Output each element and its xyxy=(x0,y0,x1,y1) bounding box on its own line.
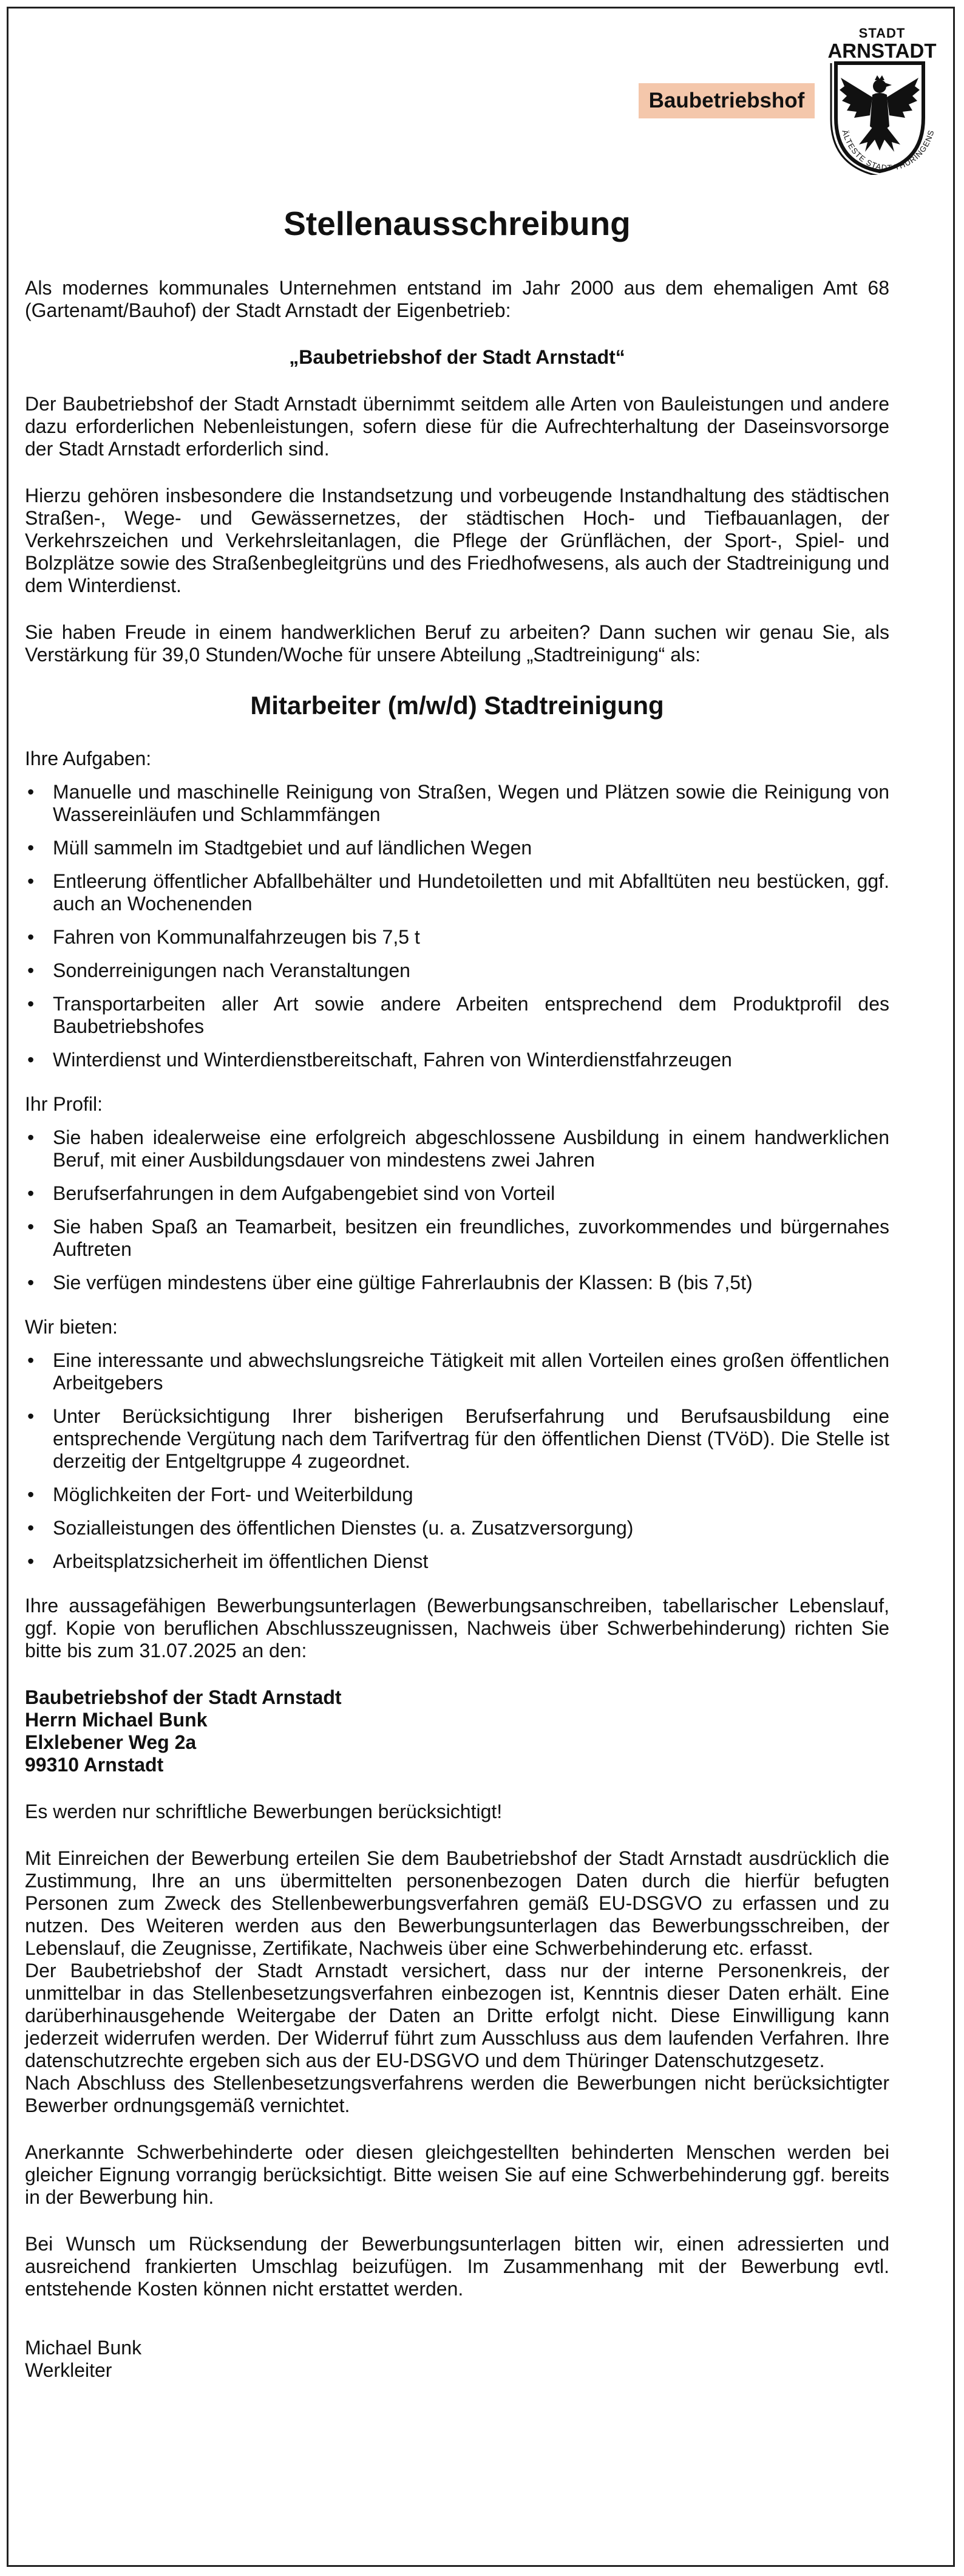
signature-role: Werkleiter xyxy=(25,2359,112,2381)
written-only-note: Es werden nur schriftliche Bewerbungen berücksichtigt! xyxy=(25,1801,503,1822)
address-line: Baubetriebshof der Stadt Arnstadt xyxy=(25,1686,342,1708)
logo-city-name: ARNSTADT xyxy=(827,39,937,62)
list-item: • Transportarbeiten aller Art sowie andere Arbeiten entsprechend dem Produktprofil des Baubetriebshofes xyxy=(25,993,889,1038)
application-instructions: Ihre aussagefähigen Bewerbungsunterlagen (Bewerbungsanschreiben, tabellarischer Lebenslauf, ggf. Kopie von beruflichen Abschlusszeugnissen, Nachweis über Schwerbehinderung) richten Sie bitte bis zum 31.07.2025 an den: xyxy=(25,1595,889,1661)
page-header xyxy=(0,0,964,176)
position-title: Mitarbeiter (m/w/d) Stadtreinigung xyxy=(250,691,664,720)
coat-of-arms-icon xyxy=(816,60,948,175)
intro-paragraph-2: Der Baubetriebshof der Stadt Arnstadt übernimmt seitdem alle Arten von Bauleistungen und andere dazu erforderlichen Nebenleistungen, sofern diese für die Aufrechterhaltung der Daseinsvorsorge der Stadt Arnstadt erforderlich sind. xyxy=(25,393,889,460)
signature-name: Michael Bunk xyxy=(25,2337,142,2359)
document-title: Stellenausschreibung xyxy=(283,205,631,242)
privacy-paragraph-1: Mit Einreichen der Bewerbung erteilen Sie dem Baubetriebshof der Stadt Arnstadt ausdrücklich die Zustimmung, Ihre an uns übermittelten personenbezogen Daten durch die hierfür befugten Personen zum Zweck des Stellenbewerbungsverfahren gemäß EU-DSGVO zu erfassen und zu nutzen. Des Weiteren werden aus den Bewerbungsunterlagen das Bewerbungsschreiben, der Lebenslauf, die Zeugnisse, Zertifikate, Nachweis über eine Schwerbehinderung etc. erfasst. xyxy=(25,1847,889,1959)
address-line: Elxlebener Weg 2a xyxy=(25,1731,197,1753)
intro-paragraph-3: Hierzu gehören insbesondere die Instandsetzung und vorbeugende Instandhaltung des städtischen Straßen-, Wege- und Gewässernetzes, der städtischen Hoch- und Tiefbauanlagen, der Verkehrszeichen und Verkehrsleitanlagen, die Pflege der Grünflächen, der Sport-, Spiel- und Bolzplätze sowie des Straßenbegleitgrüns und des Friedhofwesens, als auch der Stadtreinigung und dem Winterdienst. xyxy=(25,485,889,596)
intro-paragraph-4: Sie haben Freude in einem handwerklichen Beruf zu arbeiten? Dann suchen wir genau Sie, als Verstärkung für 39,0 Stunden/Woche für unsere Abteilung „Stadtreinigung“ als: xyxy=(25,621,889,666)
postal-address xyxy=(25,1686,889,1776)
list-item: • Möglichkeiten der Fort- und Weiterbildung xyxy=(25,1484,889,1506)
privacy-paragraph-3: Nach Abschluss des Stellenbesetzungsverfahrens werden die Bewerbungen nicht berücksichtigter Bewerber ordnungsgemäß vernichtet. xyxy=(25,2072,889,2116)
address-line: 99310 Arnstadt xyxy=(25,1754,164,1776)
tasks-list xyxy=(25,781,889,1071)
privacy-paragraph-2: Der Baubetriebshof der Stadt Arnstadt versichert, dass nur der interne Personenkreis, der unmittelbar in das Stellenbesetzungsverfahren einbezogen ist, Kenntnis dieser Daten erhält. Eine darüberhinausgehende Weitergabe der Daten an Dritte erfolgt nicht. Diese Einwilligung kann jederzeit widerrufen werden. Der Widerruf führt zum Ausschluss aus dem laufenden Verfahren. Ihre datenschutzrechte ergeben sich aus der EU-DSGVO und dem Thüringer Datenschutzgesetz. xyxy=(25,1960,889,2071)
list-item: • Unter Berücksichtigung Ihrer bisherigen Berufserfahrung und Berufsausbildung eine entsprechende Vergütung nach dem Tarifvertrag für den öffentlichen Dienst (TVöD). Die Stelle ist derzeitig der Entgeltgruppe 4 zugeordnet. xyxy=(25,1405,889,1473)
return-note: Bei Wunsch um Rücksendung der Bewerbungsunterlagen bitten wir, einen adressierten und ausreichend frankierten Umschlag beizufügen. Im Zusammenhang mit der Bewerbung evtl. entstehende Kosten können nicht erstattet werden. xyxy=(25,2233,889,2300)
list-item: • Müll sammeln im Stadtgebiet und auf ländlichen Wegen xyxy=(25,837,889,859)
intro-paragraph-1: Als modernes kommunales Unternehmen entstand im Jahr 2000 aus dem ehemaligen Amt 68 (Gartenamt/Bauhof) der Stadt Arnstadt der Eigenbetrieb: xyxy=(25,277,889,321)
disability-note: Anerkannte Schwerbehinderte oder diesen gleichgestellten behinderten Menschen werden bei gleicher Eignung vorrangig berücksichtigt. Bitte weisen Sie auf eine Schwerbehinderung ggf. bereits in der Bewerbung hin. xyxy=(25,2141,889,2208)
list-item: • Winterdienst und Winterdienstbereitschaft, Fahren von Winterdienstfahrzeugen xyxy=(25,1049,889,1071)
list-item: • Sie haben idealerweise eine erfolgreich abgeschlossene Ausbildung in einem handwerklichen Beruf, mit einer Ausbildungsdauer von mindestens zwei Jahren xyxy=(25,1126,889,1171)
list-item: • Sozialleistungen des öffentlichen Dienstes (u. a. Zusatzversorgung) xyxy=(25,1517,889,1539)
city-logo xyxy=(816,23,948,175)
logo-stadt-text: STADT xyxy=(858,26,906,41)
signature xyxy=(25,2337,889,2382)
company-name-quote: „Baubetriebshof der Stadt Arnstadt“ xyxy=(289,346,625,368)
tasks-heading: Ihre Aufgaben: xyxy=(25,748,152,769)
document-body xyxy=(25,194,889,2406)
list-item: • Manuelle und maschinelle Reinigung von Straßen, Wegen und Plätzen sowie die Reinigung von Wassereinläufen und Schlammfängen xyxy=(25,781,889,826)
logo-motto: ÄLTESTE STADT THÜRINGENS xyxy=(840,129,936,172)
list-item: • Sie verfügen mindestens über eine gültige Fahrerlaubnis der Klassen: B (bis 7,5t) xyxy=(25,1272,889,1294)
list-item: • Berufserfahrungen in dem Aufgabengebiet sind von Vorteil xyxy=(25,1182,889,1205)
list-item: • Sie haben Spaß an Teamarbeit, besitzen ein freundliches, zuvorkommendes und bürgernahes Auftreten xyxy=(25,1216,889,1261)
profile-heading: Ihr Profil: xyxy=(25,1093,103,1115)
department-label: Baubetriebshof xyxy=(639,83,815,118)
list-item: • Entleerung öffentlicher Abfallbehälter und Hundetoiletten und mit Abfalltüten neu bestücken, ggf. auch an Wochenenden xyxy=(25,870,889,915)
list-item: • Sonderreinigungen nach Veranstaltungen xyxy=(25,959,889,982)
offer-list xyxy=(25,1349,889,1573)
offer-heading: Wir bieten: xyxy=(25,1316,118,1338)
profile-list xyxy=(25,1126,889,1294)
list-item: • Eine interessante und abwechslungsreiche Tätigkeit mit allen Vorteilen eines großen öffentlichen Arbeitgebers xyxy=(25,1349,889,1394)
list-item: • Fahren von Kommunalfahrzeugen bis 7,5 t xyxy=(25,926,889,949)
list-item: • Arbeitsplatzsicherheit im öffentlichen Dienst xyxy=(25,1550,889,1573)
address-line: Herrn Michael Bunk xyxy=(25,1709,208,1731)
